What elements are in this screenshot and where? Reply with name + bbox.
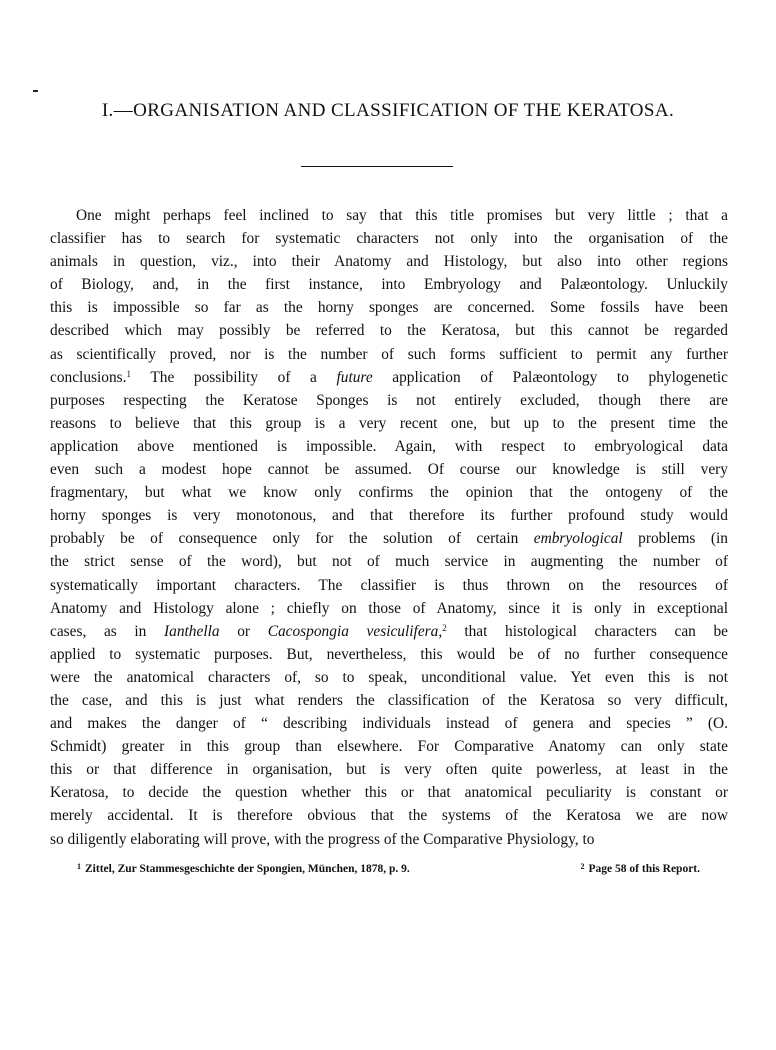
footnote-2-text: Page 58 of this Report. [588, 863, 700, 875]
text-line [50, 412, 728, 435]
text-run: problems (in [622, 530, 728, 548]
text-run: probably be of consequence only for the solution of certain [50, 530, 534, 548]
text-line [50, 458, 728, 481]
text-run: merely accidental. It is therefore obvious that the systems of the Keratosa we are now [50, 807, 728, 825]
italic-text: Cacospongia vesiculifera, [267, 622, 443, 640]
text-run: cases, as in [50, 622, 165, 640]
text-line [50, 389, 728, 412]
text-line [50, 758, 728, 781]
text-line [50, 712, 728, 735]
footnote-ref: 2 [442, 622, 447, 633]
margin-mark [33, 90, 38, 92]
text-line [50, 204, 728, 227]
text-run: the strict sense of the word), but not of much service in augmenting the number of [50, 553, 728, 571]
text-run: were the anatomical characters of, so to speak, unconditional value. Yet even this is not [50, 668, 728, 686]
text-run: and makes the danger of “ describing individuals instead of genera and species ” (O. [50, 715, 728, 733]
footnote-2-number: 2 [580, 862, 585, 871]
text-line [50, 804, 728, 827]
text-line [50, 227, 728, 250]
text-run: purposes respecting the Keratose Sponges is not entirely excluded, though there are [50, 391, 728, 409]
text-line [50, 273, 728, 296]
text-run: so diligently elaborating will prove, with the progress of the Comparative Physiology, to [50, 830, 595, 848]
text-run: Schmidt) greater in this group than elsewhere. For Comparative Anatomy can only state [50, 738, 728, 756]
text-run: Anatomy and Histology alone ; chiefly on those of Anatomy, since it is only in exceptional [50, 599, 728, 617]
text-line [50, 781, 728, 804]
text-run: as scientifically proved, nor is the number of such forms sufficient to permit any further [50, 345, 728, 363]
text-line [50, 250, 728, 273]
text-line [50, 574, 728, 597]
italic-text: embryological [533, 530, 623, 548]
text-line [50, 620, 728, 643]
text-run: systematically important characters. The classifier is thus thrown on the resources of [50, 576, 728, 594]
text-run: even such a modest hope cannot be assumed. Of course our knowledge is still very [50, 461, 728, 479]
text-run: the case, and this is just what renders the classification of the Keratosa so very difficult, [50, 691, 728, 709]
text-run: The possibility of a [131, 368, 337, 386]
text-run: or [219, 622, 268, 640]
text-run: applied to systematic purposes. But, nevertheless, this would be of no further consequence [50, 645, 728, 663]
heading-rule [301, 166, 453, 167]
section-heading: I.—ORGANISATION AND CLASSIFICATION OF THE KERATOSA. [101, 100, 675, 121]
text-run: horny sponges is very monotonous, and that therefore its further profound study would [50, 507, 728, 525]
text-run: of Biology, and, in the first instance, into Embryology and Palæontology. Unluckily [50, 276, 728, 294]
footnote-2 [581, 862, 700, 875]
text-run: that histological characters can be [446, 622, 728, 640]
text-line [50, 689, 728, 712]
text-line [50, 666, 728, 689]
italic-text: Ianthella [164, 622, 220, 640]
text-line [50, 597, 728, 620]
text-run: application above mentioned is impossible. Again, with respect to embryological data [50, 437, 728, 455]
text-run: Keratosa, to decide the question whether this or that anatomical peculiarity is constant or [50, 784, 728, 802]
text-run: One might perhaps feel inclined to say that this title promises but very little ; that a [76, 207, 728, 224]
text-line [50, 481, 728, 504]
text-run: fragmentary, but what we know only confirms the opinion that the ontogeny of the [50, 484, 728, 502]
text-line [50, 435, 728, 458]
text-line [50, 296, 728, 319]
italic-text: future [336, 368, 373, 386]
text-line [50, 366, 728, 389]
text-run: described which may possibly be referred to the Keratosa, but this cannot be regarded [50, 322, 728, 340]
text-line [50, 527, 728, 550]
footnote-ref: 1 [126, 368, 132, 379]
text-line [50, 643, 728, 666]
footnote-1-number: 1 [77, 862, 81, 871]
body-paragraph [50, 204, 728, 851]
text-line [50, 504, 728, 527]
footnote-1-text: Zittel, Zur Stammesgeschichte der Spongien, München, 1878, p. 9. [85, 863, 410, 875]
text-run: animals in question, viz., into their Anatomy and Histology, but also into other regions [50, 253, 728, 271]
text-line [50, 343, 728, 366]
text-line [50, 319, 728, 342]
text-run: classifier has to search for systematic characters not only into the organisation of the [50, 230, 728, 248]
text-line [50, 735, 728, 758]
text-line [50, 828, 728, 851]
text-run: this is impossible so far as the horny sponges are concerned. Some fossils have been [50, 299, 728, 317]
text-run: reasons to believe that this group is a very recent one, but up to the present time the [50, 414, 728, 432]
text-run: application of Palæontology to phylogenetic [372, 368, 728, 386]
text-run: conclusions. [50, 368, 127, 386]
text-run: this or that difference in organisation, but is very often quite powerless, at least in the [50, 761, 728, 779]
text-line [50, 550, 728, 573]
footnote-1 [77, 862, 410, 875]
